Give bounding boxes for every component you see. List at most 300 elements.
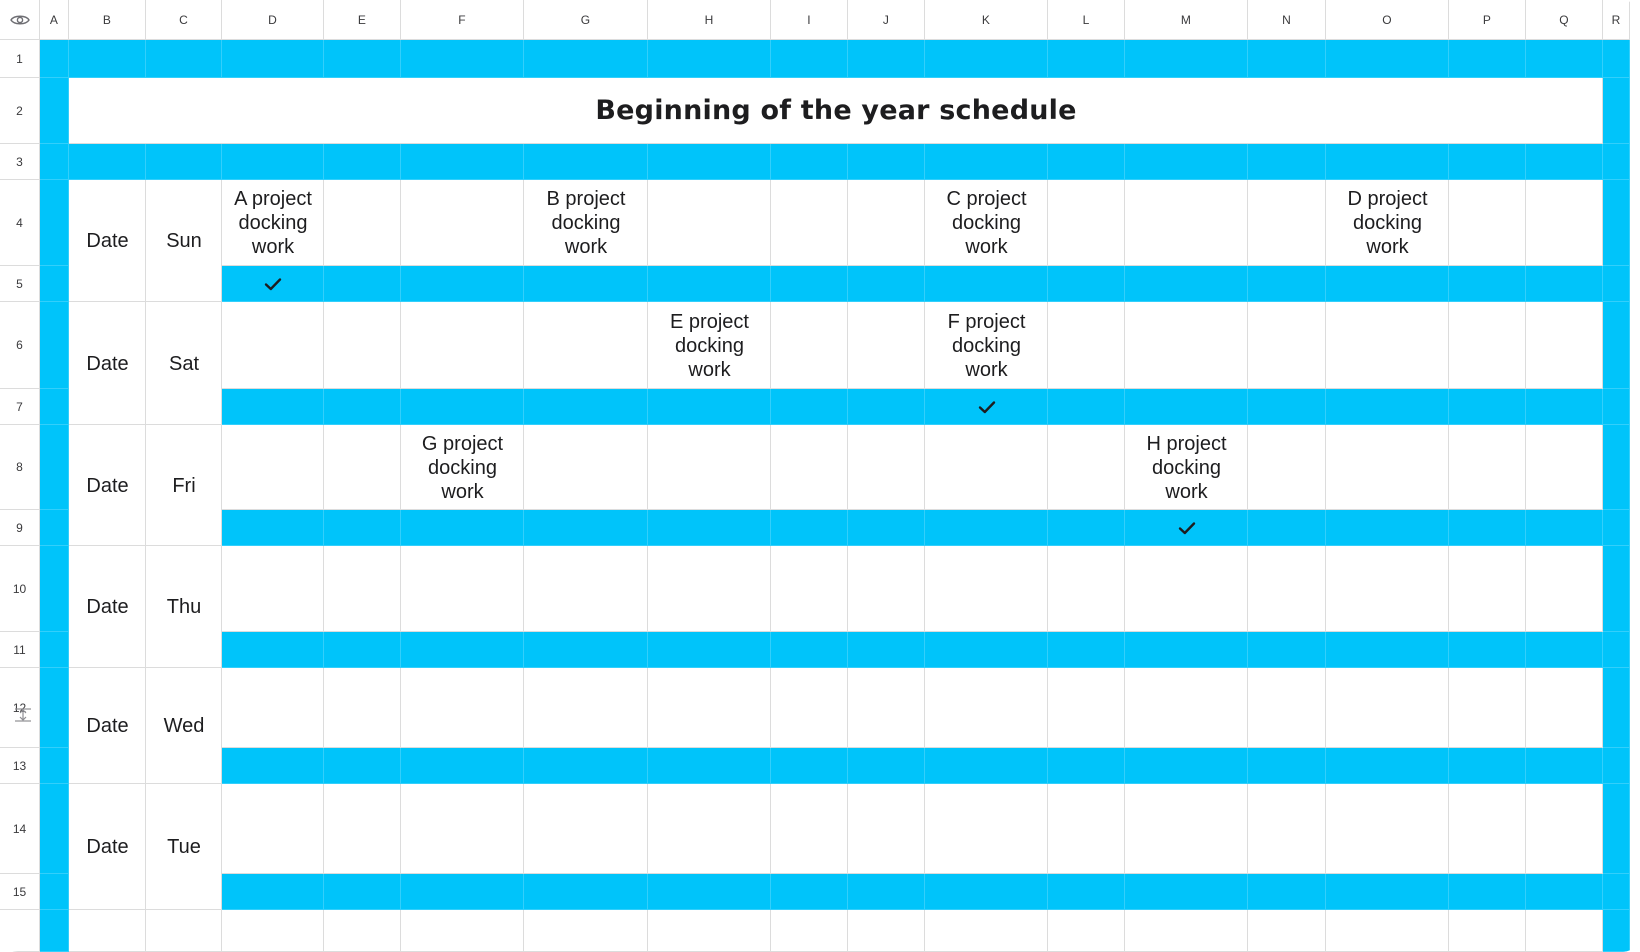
cell-m5[interactable] bbox=[1125, 266, 1248, 302]
cell-n8[interactable] bbox=[1248, 425, 1326, 510]
cell-i6[interactable] bbox=[771, 302, 848, 389]
cell-d8[interactable] bbox=[222, 425, 324, 510]
row-header-10[interactable]: 10 bbox=[0, 546, 40, 632]
cell-p3[interactable] bbox=[1449, 144, 1526, 180]
cell-l15[interactable] bbox=[1048, 874, 1125, 910]
cell-d3[interactable] bbox=[222, 144, 324, 180]
row-header-11[interactable]: 11 bbox=[0, 632, 40, 668]
cell-r15[interactable] bbox=[1603, 874, 1630, 910]
day-label: Sat bbox=[168, 352, 200, 375]
cell-i8[interactable] bbox=[771, 425, 848, 510]
cell-h3[interactable] bbox=[648, 144, 771, 180]
cell-r8[interactable] bbox=[1603, 425, 1630, 510]
cell-d6[interactable] bbox=[222, 302, 324, 389]
column-header-k[interactable]: K bbox=[925, 0, 1048, 40]
cell-j1[interactable] bbox=[848, 40, 925, 78]
date-label: Date bbox=[86, 715, 129, 737]
cell-g16[interactable] bbox=[524, 910, 648, 952]
task-label: C project docking work bbox=[946, 188, 1027, 258]
cell-p14[interactable] bbox=[1449, 784, 1526, 874]
cell-h9[interactable] bbox=[648, 510, 771, 546]
task-check bbox=[1125, 510, 1248, 546]
column-header-c[interactable]: C bbox=[146, 0, 222, 40]
cell-k16[interactable] bbox=[925, 910, 1048, 952]
cell-a6[interactable] bbox=[40, 302, 69, 389]
cell-n15[interactable] bbox=[1248, 874, 1326, 910]
row-header-9[interactable]: 9 bbox=[0, 510, 40, 546]
cell-q15[interactable] bbox=[1526, 874, 1603, 910]
cell-e7[interactable] bbox=[324, 389, 401, 425]
row-header-4[interactable]: 4 bbox=[0, 180, 40, 266]
cell-n12[interactable] bbox=[1248, 668, 1326, 748]
cell-d10[interactable] bbox=[222, 546, 324, 632]
cell-j8[interactable] bbox=[848, 425, 925, 510]
cell-e10[interactable] bbox=[324, 546, 401, 632]
cell-h15[interactable] bbox=[648, 874, 771, 910]
cell-l8[interactable] bbox=[1048, 425, 1125, 510]
cell-i4[interactable] bbox=[771, 180, 848, 266]
cell-p16[interactable] bbox=[1449, 910, 1526, 952]
column-header-l[interactable]: L bbox=[1048, 0, 1125, 40]
date-label: Date bbox=[86, 474, 129, 497]
column-header-q[interactable]: Q bbox=[1526, 0, 1603, 40]
cell-o7[interactable] bbox=[1326, 389, 1449, 425]
cell-i7[interactable] bbox=[771, 389, 848, 425]
cell-q13[interactable] bbox=[1526, 748, 1603, 784]
cell-f9[interactable] bbox=[401, 510, 524, 546]
cell-k9[interactable] bbox=[925, 510, 1048, 546]
cell-e3[interactable] bbox=[324, 144, 401, 180]
cell-c1[interactable] bbox=[146, 40, 222, 78]
cell-q10[interactable] bbox=[1526, 546, 1603, 632]
cell-n5[interactable] bbox=[1248, 266, 1326, 302]
column-header-j[interactable]: J bbox=[848, 0, 925, 40]
cell-m10[interactable] bbox=[1125, 546, 1248, 632]
cell-o6[interactable] bbox=[1326, 302, 1449, 389]
cell-q4[interactable] bbox=[1526, 180, 1603, 266]
cell-g8[interactable] bbox=[524, 425, 648, 510]
cell-m13[interactable] bbox=[1125, 748, 1248, 784]
day-label: Fri bbox=[172, 474, 196, 497]
cell-f5[interactable] bbox=[401, 266, 524, 302]
cell-b16[interactable] bbox=[69, 910, 146, 952]
cell-a2[interactable] bbox=[40, 78, 69, 144]
cell-f12[interactable] bbox=[401, 668, 524, 748]
cell-n11[interactable] bbox=[1248, 632, 1326, 668]
row-header-8[interactable]: 8 bbox=[0, 425, 40, 510]
cell-f16[interactable] bbox=[401, 910, 524, 952]
cell-r1[interactable] bbox=[1603, 40, 1630, 78]
cell-l7[interactable] bbox=[1048, 389, 1125, 425]
cell-d13[interactable] bbox=[222, 748, 324, 784]
cell-f13[interactable] bbox=[401, 748, 524, 784]
cell-o15[interactable] bbox=[1326, 874, 1449, 910]
cell-m16[interactable] bbox=[1125, 910, 1248, 952]
checkmark-icon bbox=[264, 277, 282, 291]
cell-i14[interactable] bbox=[771, 784, 848, 874]
cell-d1[interactable] bbox=[222, 40, 324, 78]
task-label: H project docking work bbox=[1146, 432, 1227, 503]
cell-e8[interactable] bbox=[324, 425, 401, 510]
row-header-1[interactable]: 1 bbox=[0, 40, 40, 78]
task-check bbox=[222, 266, 324, 302]
cell-l10[interactable] bbox=[1048, 546, 1125, 632]
day-label: Sun bbox=[166, 230, 202, 252]
cell-g12[interactable] bbox=[524, 668, 648, 748]
column-header-f[interactable]: F bbox=[401, 0, 524, 40]
cell-e11[interactable] bbox=[324, 632, 401, 668]
cell-n6[interactable] bbox=[1248, 302, 1326, 389]
date-label: Date bbox=[86, 230, 129, 252]
cell-m7[interactable] bbox=[1125, 389, 1248, 425]
cell-q7[interactable] bbox=[1526, 389, 1603, 425]
cell-i1[interactable] bbox=[771, 40, 848, 78]
cell-r7[interactable] bbox=[1603, 389, 1630, 425]
task-label: A project docking work bbox=[234, 188, 312, 258]
cell-f15[interactable] bbox=[401, 874, 524, 910]
cell-q12[interactable] bbox=[1526, 668, 1603, 748]
cell-q5[interactable] bbox=[1526, 266, 1603, 302]
cell-l3[interactable] bbox=[1048, 144, 1125, 180]
column-header-e[interactable]: E bbox=[324, 0, 401, 40]
row-header-15[interactable]: 15 bbox=[0, 874, 40, 910]
cell-o5[interactable] bbox=[1326, 266, 1449, 302]
cell-a9[interactable] bbox=[40, 510, 69, 546]
task-check bbox=[925, 389, 1048, 425]
cell-p6[interactable] bbox=[1449, 302, 1526, 389]
cell-j11[interactable] bbox=[848, 632, 925, 668]
column-header-n[interactable]: N bbox=[1248, 0, 1326, 40]
cell-n7[interactable] bbox=[1248, 389, 1326, 425]
row-header-empty[interactable] bbox=[0, 910, 40, 952]
row-header-14[interactable]: 14 bbox=[0, 784, 40, 874]
cell-r13[interactable] bbox=[1603, 748, 1630, 784]
cell-a3[interactable] bbox=[40, 144, 69, 180]
cell-l6[interactable] bbox=[1048, 302, 1125, 389]
column-header-i[interactable]: I bbox=[771, 0, 848, 40]
cell-q8[interactable] bbox=[1526, 425, 1603, 510]
row-header-2[interactable]: 2 bbox=[0, 78, 40, 144]
cell-o1[interactable] bbox=[1326, 40, 1449, 78]
visibility-toggle[interactable] bbox=[0, 0, 40, 40]
cell-h4[interactable] bbox=[648, 180, 771, 266]
cell-i13[interactable] bbox=[771, 748, 848, 784]
cell-k8[interactable] bbox=[925, 425, 1048, 510]
cell-f3[interactable] bbox=[401, 144, 524, 180]
column-header-b[interactable]: B bbox=[69, 0, 146, 40]
cell-l4[interactable] bbox=[1048, 180, 1125, 266]
cell-p13[interactable] bbox=[1449, 748, 1526, 784]
cell-m1[interactable] bbox=[1125, 40, 1248, 78]
cell-n14[interactable] bbox=[1248, 784, 1326, 874]
cell-i9[interactable] bbox=[771, 510, 848, 546]
cell-p7[interactable] bbox=[1449, 389, 1526, 425]
cell-e12[interactable] bbox=[324, 668, 401, 748]
cell-a4[interactable] bbox=[40, 180, 69, 266]
cell-h13[interactable] bbox=[648, 748, 771, 784]
column-header-o[interactable]: O bbox=[1326, 0, 1449, 40]
cell-m6[interactable] bbox=[1125, 302, 1248, 389]
cell-a11[interactable] bbox=[40, 632, 69, 668]
cell-o13[interactable] bbox=[1326, 748, 1449, 784]
cell-r16[interactable] bbox=[1603, 910, 1630, 952]
cell-n1[interactable] bbox=[1248, 40, 1326, 78]
cell-f1[interactable] bbox=[401, 40, 524, 78]
cell-r11[interactable] bbox=[1603, 632, 1630, 668]
cell-d12[interactable] bbox=[222, 668, 324, 748]
cell-e16[interactable] bbox=[324, 910, 401, 952]
cell-k11[interactable] bbox=[925, 632, 1048, 668]
cell-e13[interactable] bbox=[324, 748, 401, 784]
cell-j16[interactable] bbox=[848, 910, 925, 952]
row-header-6[interactable]: 6 bbox=[0, 302, 40, 389]
cell-f7[interactable] bbox=[401, 389, 524, 425]
cell-h16[interactable] bbox=[648, 910, 771, 952]
cell-p4[interactable] bbox=[1449, 180, 1526, 266]
cell-r5[interactable] bbox=[1603, 266, 1630, 302]
cell-e5[interactable] bbox=[324, 266, 401, 302]
cell-p10[interactable] bbox=[1449, 546, 1526, 632]
cell-o16[interactable] bbox=[1326, 910, 1449, 952]
cell-r10[interactable] bbox=[1603, 546, 1630, 632]
cell-q11[interactable] bbox=[1526, 632, 1603, 668]
cell-a10[interactable] bbox=[40, 546, 69, 632]
cell-n4[interactable] bbox=[1248, 180, 1326, 266]
row-resize-icon[interactable] bbox=[14, 706, 32, 724]
cell-d9[interactable] bbox=[222, 510, 324, 546]
cell-q14[interactable] bbox=[1526, 784, 1603, 874]
cell-r2[interactable] bbox=[1603, 78, 1630, 144]
cell-d11[interactable] bbox=[222, 632, 324, 668]
cell-m14[interactable] bbox=[1125, 784, 1248, 874]
cell-g11[interactable] bbox=[524, 632, 648, 668]
cell-c16[interactable] bbox=[146, 910, 222, 952]
cell-f14[interactable] bbox=[401, 784, 524, 874]
cell-j5[interactable] bbox=[848, 266, 925, 302]
cell-o8[interactable] bbox=[1326, 425, 1449, 510]
cell-o9[interactable] bbox=[1326, 510, 1449, 546]
cell-p11[interactable] bbox=[1449, 632, 1526, 668]
row-header-13[interactable]: 13 bbox=[0, 748, 40, 784]
date-label: Date bbox=[86, 836, 129, 858]
cell-h12[interactable] bbox=[648, 668, 771, 748]
day-label: Tue bbox=[167, 836, 201, 858]
cell-n9[interactable] bbox=[1248, 510, 1326, 546]
cell-l12[interactable] bbox=[1048, 668, 1125, 748]
cell-j12[interactable] bbox=[848, 668, 925, 748]
cell-r14[interactable] bbox=[1603, 784, 1630, 874]
day-label: Wed bbox=[163, 715, 205, 737]
cell-d15[interactable] bbox=[222, 874, 324, 910]
cell-q6[interactable] bbox=[1526, 302, 1603, 389]
cell-i12[interactable] bbox=[771, 668, 848, 748]
cell-b3[interactable] bbox=[69, 144, 146, 180]
cell-h8[interactable] bbox=[648, 425, 771, 510]
cell-i3[interactable] bbox=[771, 144, 848, 180]
cell-d16[interactable] bbox=[222, 910, 324, 952]
cell-m11[interactable] bbox=[1125, 632, 1248, 668]
row-header-12[interactable]: 12 bbox=[0, 668, 40, 748]
cell-k13[interactable] bbox=[925, 748, 1048, 784]
cell-j14[interactable] bbox=[848, 784, 925, 874]
cell-n13[interactable] bbox=[1248, 748, 1326, 784]
cell-q1[interactable] bbox=[1526, 40, 1603, 78]
cell-r3[interactable] bbox=[1603, 144, 1630, 180]
cell-p12[interactable] bbox=[1449, 668, 1526, 748]
cell-p1[interactable] bbox=[1449, 40, 1526, 78]
column-header-d[interactable]: D bbox=[222, 0, 324, 40]
cell-l9[interactable] bbox=[1048, 510, 1125, 546]
cell-h11[interactable] bbox=[648, 632, 771, 668]
cell-f11[interactable] bbox=[401, 632, 524, 668]
cell-g6[interactable] bbox=[524, 302, 648, 389]
cell-a14[interactable] bbox=[40, 784, 69, 874]
cell-r9[interactable] bbox=[1603, 510, 1630, 546]
task-label: B project docking work bbox=[546, 188, 626, 258]
cell-l16[interactable] bbox=[1048, 910, 1125, 952]
cell-g7[interactable] bbox=[524, 389, 648, 425]
cell-k5[interactable] bbox=[925, 266, 1048, 302]
cell-e9[interactable] bbox=[324, 510, 401, 546]
date-label: Date bbox=[86, 352, 129, 375]
cell-p5[interactable] bbox=[1449, 266, 1526, 302]
cell-h1[interactable] bbox=[648, 40, 771, 78]
task-label: G project docking work bbox=[421, 432, 504, 503]
cell-i16[interactable] bbox=[771, 910, 848, 952]
cell-l13[interactable] bbox=[1048, 748, 1125, 784]
date-label: Date bbox=[86, 596, 129, 618]
row-header-7[interactable]: 7 bbox=[0, 389, 40, 425]
checkmark-icon bbox=[1178, 521, 1196, 535]
task-label: E project docking work bbox=[670, 310, 749, 381]
column-header-a[interactable]: A bbox=[40, 0, 69, 40]
cell-m12[interactable] bbox=[1125, 668, 1248, 748]
cell-k12[interactable] bbox=[925, 668, 1048, 748]
cell-j15[interactable] bbox=[848, 874, 925, 910]
cell-r6[interactable] bbox=[1603, 302, 1630, 389]
cell-e6[interactable] bbox=[324, 302, 401, 389]
cell-o12[interactable] bbox=[1326, 668, 1449, 748]
cell-j9[interactable] bbox=[848, 510, 925, 546]
cell-o3[interactable] bbox=[1326, 144, 1449, 180]
cell-p15[interactable] bbox=[1449, 874, 1526, 910]
cell-g9[interactable] bbox=[524, 510, 648, 546]
cell-g10[interactable] bbox=[524, 546, 648, 632]
cell-j3[interactable] bbox=[848, 144, 925, 180]
cell-l14[interactable] bbox=[1048, 784, 1125, 874]
row-header-3[interactable]: 3 bbox=[0, 144, 40, 180]
cell-h5[interactable] bbox=[648, 266, 771, 302]
cell-j13[interactable] bbox=[848, 748, 925, 784]
cell-e1[interactable] bbox=[324, 40, 401, 78]
cell-a16[interactable] bbox=[40, 910, 69, 952]
cell-n16[interactable] bbox=[1248, 910, 1326, 952]
task-label: F project docking work bbox=[947, 310, 1026, 381]
cell-g3[interactable] bbox=[524, 144, 648, 180]
cell-b1[interactable] bbox=[69, 40, 146, 78]
cell-q16[interactable] bbox=[1526, 910, 1603, 952]
cell-k3[interactable] bbox=[925, 144, 1048, 180]
cell-m3[interactable] bbox=[1125, 144, 1248, 180]
cell-g13[interactable] bbox=[524, 748, 648, 784]
cell-g5[interactable] bbox=[524, 266, 648, 302]
cell-o14[interactable] bbox=[1326, 784, 1449, 874]
cell-a7[interactable] bbox=[40, 389, 69, 425]
cell-i10[interactable] bbox=[771, 546, 848, 632]
cell-o10[interactable] bbox=[1326, 546, 1449, 632]
cell-h7[interactable] bbox=[648, 389, 771, 425]
checkmark-icon bbox=[978, 400, 996, 414]
cell-f4[interactable] bbox=[401, 180, 524, 266]
cell-e4[interactable] bbox=[324, 180, 401, 266]
column-header-r[interactable]: R bbox=[1603, 0, 1630, 40]
cell-q9[interactable] bbox=[1526, 510, 1603, 546]
cell-j7[interactable] bbox=[848, 389, 925, 425]
cell-p8[interactable] bbox=[1449, 425, 1526, 510]
cell-l11[interactable] bbox=[1048, 632, 1125, 668]
cell-a1[interactable] bbox=[40, 40, 69, 78]
cell-n10[interactable] bbox=[1248, 546, 1326, 632]
cell-r12[interactable] bbox=[1603, 668, 1630, 748]
cell-g14[interactable] bbox=[524, 784, 648, 874]
cell-i15[interactable] bbox=[771, 874, 848, 910]
task-label: D project docking work bbox=[1347, 188, 1428, 258]
cell-l5[interactable] bbox=[1048, 266, 1125, 302]
cell-a8[interactable] bbox=[40, 425, 69, 510]
column-header-p[interactable]: P bbox=[1449, 0, 1526, 40]
cell-i5[interactable] bbox=[771, 266, 848, 302]
cell-f6[interactable] bbox=[401, 302, 524, 389]
cell-f10[interactable] bbox=[401, 546, 524, 632]
cell-k1[interactable] bbox=[925, 40, 1048, 78]
cell-h14[interactable] bbox=[648, 784, 771, 874]
cell-n3[interactable] bbox=[1248, 144, 1326, 180]
cell-d7[interactable] bbox=[222, 389, 324, 425]
cell-g15[interactable] bbox=[524, 874, 648, 910]
cell-k15[interactable] bbox=[925, 874, 1048, 910]
cell-a13[interactable] bbox=[40, 748, 69, 784]
column-header-g[interactable]: G bbox=[524, 0, 648, 40]
cell-j10[interactable] bbox=[848, 546, 925, 632]
cell-j4[interactable] bbox=[848, 180, 925, 266]
cell-p9[interactable] bbox=[1449, 510, 1526, 546]
cell-k14[interactable] bbox=[925, 784, 1048, 874]
cell-o11[interactable] bbox=[1326, 632, 1449, 668]
cell-m4[interactable] bbox=[1125, 180, 1248, 266]
cell-g1[interactable] bbox=[524, 40, 648, 78]
column-header-h[interactable]: H bbox=[648, 0, 771, 40]
cell-l1[interactable] bbox=[1048, 40, 1125, 78]
column-header-m[interactable]: M bbox=[1125, 0, 1248, 40]
cell-a12[interactable] bbox=[40, 668, 69, 748]
cell-e14[interactable] bbox=[324, 784, 401, 874]
sheet-title: Beginning of the year schedule bbox=[595, 95, 1077, 126]
cell-q3[interactable] bbox=[1526, 144, 1603, 180]
cell-c3[interactable] bbox=[146, 144, 222, 180]
cell-h10[interactable] bbox=[648, 546, 771, 632]
cell-a15[interactable] bbox=[40, 874, 69, 910]
cell-e15[interactable] bbox=[324, 874, 401, 910]
row-header-5[interactable]: 5 bbox=[0, 266, 40, 302]
cell-k10[interactable] bbox=[925, 546, 1048, 632]
cell-m15[interactable] bbox=[1125, 874, 1248, 910]
cell-a5[interactable] bbox=[40, 266, 69, 302]
cell-d14[interactable] bbox=[222, 784, 324, 874]
cell-i11[interactable] bbox=[771, 632, 848, 668]
cell-r4[interactable] bbox=[1603, 180, 1630, 266]
cell-j6[interactable] bbox=[848, 302, 925, 389]
day-label: Thu bbox=[166, 596, 202, 618]
